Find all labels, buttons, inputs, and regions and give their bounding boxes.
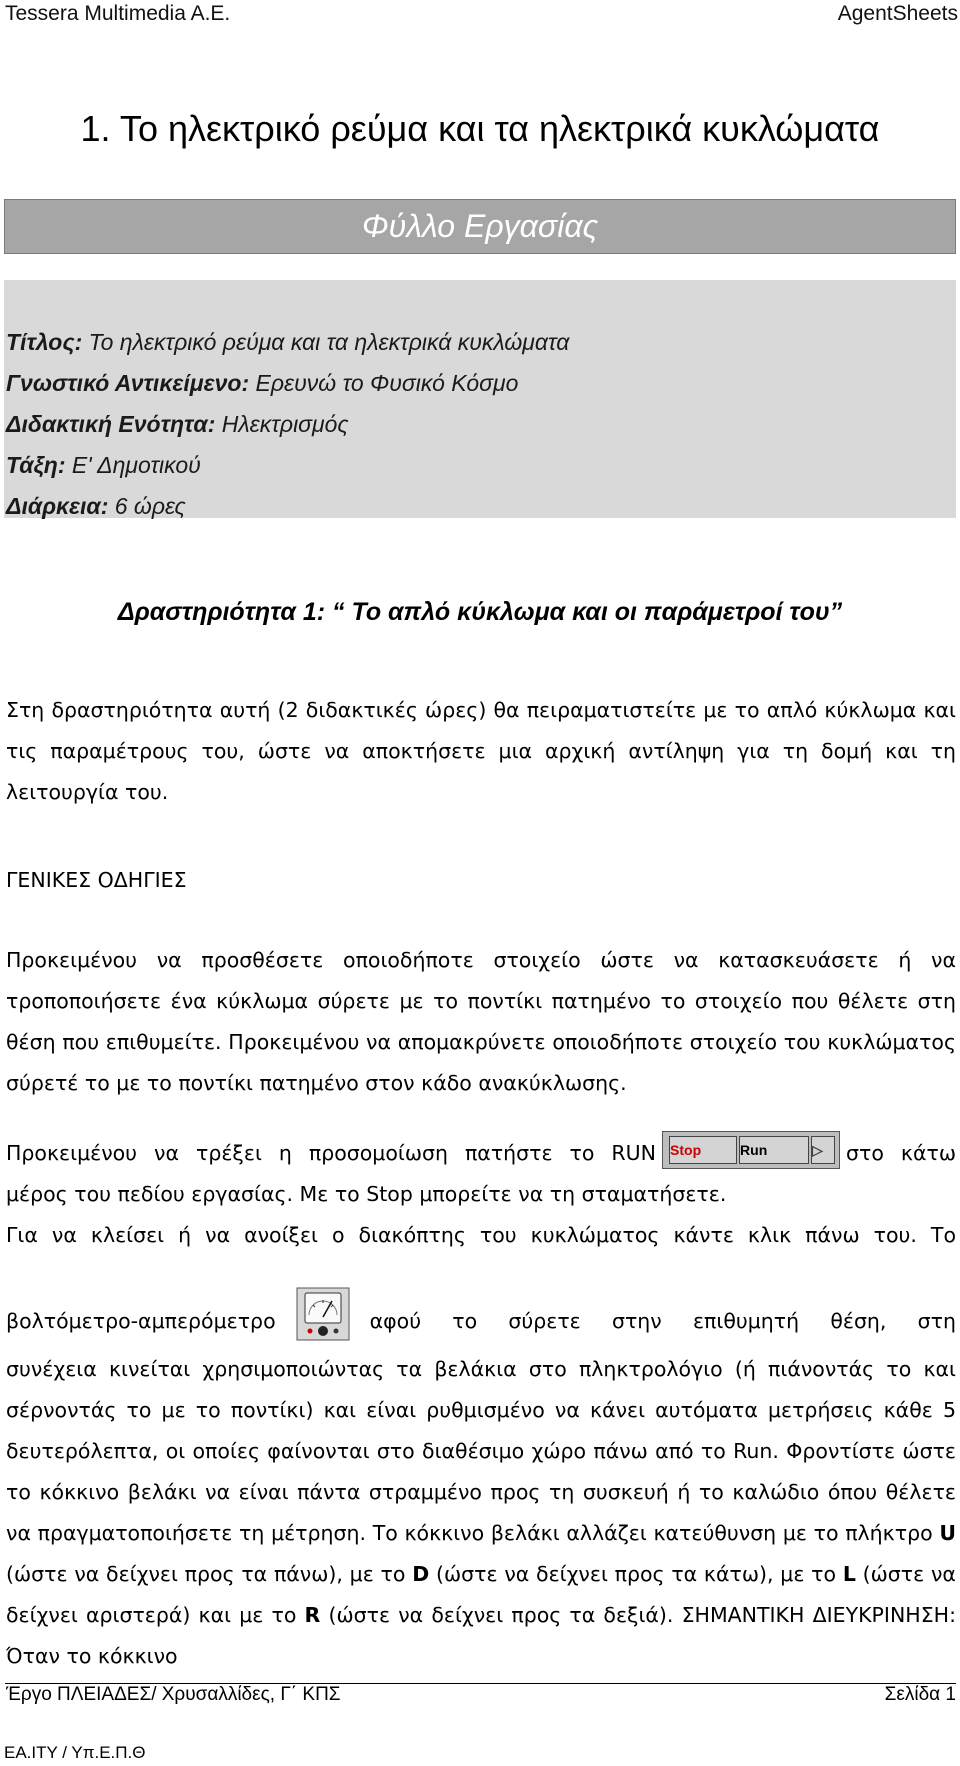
run-button-image: Run [739,1136,809,1164]
intro-paragraph [6,690,956,813]
page-title: 1. Το ηλεκτρικό ρεύμα και τα ηλεκτρικά κυκλώματα [80,108,880,149]
footer-project: Έργο ΠΛΕΙΑΔΕΣ/ Χρυσαλλίδες, Γ΄ ΚΠΣ [6,1684,341,1705]
paragraph-text: συνέχεια κινείται χρησιμοποιώντας τα βελάκια στο πληκτρολόγιο (ή πιάνοντάς το και σέρνοντάς το με το ποντίκι) και είναι ρυθμισμένο να κάνει αυτόματα μετρήσεις κάθε 5 δευτερόλεπτα, οι οποίες φαίνονται στο διαθέσιμο χώρο πάνω από το Run. Φροντίστε ώστε το κόκκινο βελάκι να είναι πάντα στραμμένο προς τη συσκευή ή το καλώδιο όπου θέλετε να πραγματοποιήσετε τη μέτρηση. Το κόκκινο βελάκι αλλάζει κατεύθυνση με το πλήκτρο [6,1357,956,1545]
paragraph-line: Για να κλείσει ή να ανοίξει ο διακόπτης του κυκλώματος κάντε κλικ πάνω του. Το [6,1223,956,1247]
paragraph-text: Προκειμένου να προσθέσετε οποιοδήποτε στοιχείο ώστε να κατασκευάσετε ή να τροποποιήσετε ένα κύκλωμα σύρετε με το ποντίκι πατημένο το στοιχείο που θέλετε στη θέση που επιθυμείτε. Προκειμένου να απομακρύνετε οποιοδήποτε στοιχείο του κυκλώματος σύρετέ το με το ποντίκι πατημένο στον κάδο ανακύκλωσης. [6,948,956,1095]
meta-label: Διδακτική Ενότητα: [6,411,216,437]
general-instructions-heading: ΓΕΝΙΚΕΣ ΟΔΗΓΙΕΣ [6,868,187,892]
meta-label: Γνωστικό Αντικείμενο: [6,370,250,396]
meta-label: Διάρκεια: [6,493,109,519]
worksheet-title-bar [4,199,956,254]
meta-row-unit [6,404,956,445]
activity-title: Δραστηριότητα 1: “ Το απλό κύκλωμα και οι παράμετροί του” [117,598,843,626]
paragraph-line [6,1295,956,1349]
header-product: AgentSheets [837,2,958,25]
worksheet-title: Φύλλο Εργασίας [361,208,599,244]
meta-row-title [6,322,956,363]
paragraph-text: (ώστε να δείχνει προς τα δεξιά). ΣΗΜΑΝΤΙΚΗ ΔΙΕΥΚΡΙΝΗΣΗ: Όταν το κόκκινο [6,1603,956,1668]
footer-organization: ΕΑ.ΙΤΥ / Υπ.Ε.Π.Θ [4,1743,146,1762]
meta-label: Τάξη: [6,452,66,478]
stop-button-image: Stop [669,1136,737,1164]
meta-value: 6 ώρες [114,493,186,519]
meta-value: Το ηλεκτρικό ρεύμα και τα ηλεκτρικά κυκλώματα [88,329,570,355]
paragraph-text: (ώστε να δείχνει προς τα κάτω), με το [435,1562,837,1586]
meta-value: Ε' Δημοτικού [71,452,201,478]
metadata-box [4,280,956,518]
instructions-paragraph-1 [6,940,956,1104]
voltmeter-ammeter-icon [296,1287,350,1341]
meta-value: Ερευνώ το Φυσικό Κόσμο [255,370,519,396]
key-r: R [304,1603,321,1627]
meta-row-duration [6,486,956,527]
key-l: L [842,1562,856,1586]
instructions-paragraph-2 [6,1133,956,1256]
paragraph-line [6,1133,956,1174]
paragraph-text: (ώστε να δείχνει προς τα πάνω), με το [6,1562,406,1586]
key-u: U [939,1521,956,1545]
paragraph-line: μέρος του πεδίου εργασίας. Με το Stop μπορείτε να τη σταματήσετε. [6,1182,727,1206]
key-d: D [412,1562,430,1586]
paragraph-text: βολτόμετρο-αμπερόμετρο [6,1309,276,1333]
meta-value: Ηλεκτρισμός [221,411,349,437]
stop-run-toolbar-image [662,1131,840,1169]
paragraph-rest [6,1349,956,1677]
paragraph-text: στο κάτω [846,1141,957,1165]
meta-row-subject [6,363,956,404]
header-company: Tessera Multimedia A.E. [5,2,231,25]
footer-page-number: Σελίδα 1 [884,1684,956,1705]
step-icon: ▷ [811,1136,835,1164]
meta-row-grade [6,445,956,486]
paragraph-text: αφού το σύρετε στην επιθυμητή θέση, στη [369,1309,956,1333]
instructions-paragraph-3 [6,1295,956,1677]
intro-text: Στη δραστηριότητα αυτή (2 διδακτικές ώρες) θα πειραματιστείτε με το απλό κύκλωμα και τις παραμέτρους του, ώστε να αποκτήσετε μια αρχική αντίληψη για τη δομή και τη λειτουργία του. [6,698,956,804]
meta-label: Τίτλος: [6,329,83,355]
paragraph-text: Προκειμένου να τρέξει η προσομοίωση πατήστε το RUN [6,1141,657,1165]
paragraph-text: (ώστε να δείχνει αριστερά) και με το [6,1562,956,1627]
